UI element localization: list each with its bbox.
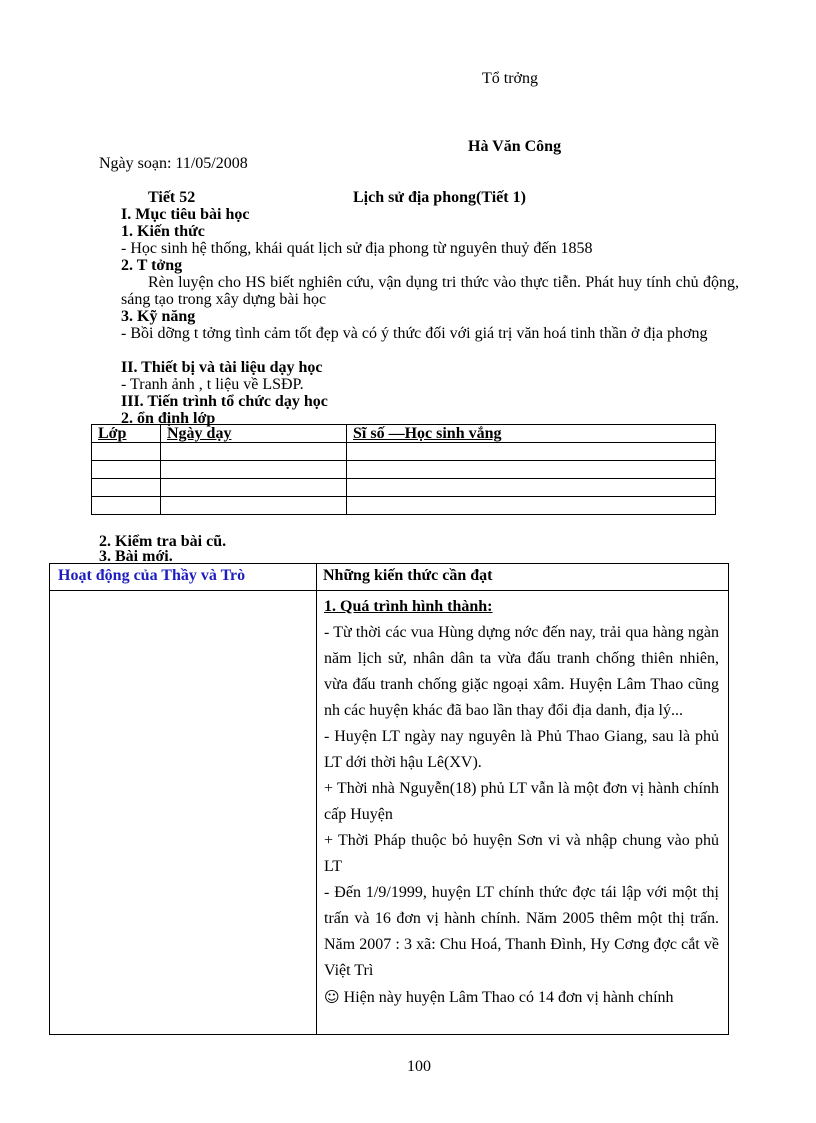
signer-name: Hà Văn Công (468, 138, 562, 155)
kien-thuc-heading: 1. Kiến thức (121, 223, 205, 240)
knowledge-cell (317, 591, 729, 1035)
ky-nang-heading: 3. Kỹ năng (121, 308, 196, 325)
class-table-cell (347, 461, 716, 479)
content-paragraph: - Huyện LT ngày nay nguyên là Phủ Thao Giang, sau là phủ LT dới thời hậu Lê(XV). (324, 728, 719, 771)
last-paragraph-text: Hiện này huyện Lâm Thao có 14 đơn vị hành chính (343, 989, 674, 1006)
class-table-cell (161, 497, 347, 515)
main-table (49, 563, 729, 1035)
tu-tuong-heading: 2. T tởng (121, 257, 183, 274)
class-table-cell (92, 461, 161, 479)
page-number: 100 (407, 1058, 431, 1075)
content-paragraph: + Thời Pháp thuộc bỏ huyện Sơn vi và nhập chung vào phủ LT (324, 832, 719, 875)
class-table-cell (92, 497, 161, 515)
class-table-cell (347, 497, 716, 515)
class-table-row (92, 479, 716, 497)
class-table-row (92, 443, 716, 461)
class-table-cell (161, 443, 347, 461)
knowledge-content (318, 592, 727, 1033)
ky-nang-text: - Bồi dỡng t tởng tình cảm tốt đẹp và có ý thức đối với giá trị văn hoá tinh thần ở địa phơng (121, 325, 708, 342)
content-title: 1. Quá trình hình thành: (324, 598, 493, 615)
main-table-body-row (50, 591, 729, 1035)
content-paragraph: + Thời nhà Nguyễn(18) phủ LT vẫn là một đơn vị hành chính cấp Huyện (324, 780, 719, 823)
content-paragraph: - Từ thời các vua Hùng dựng nớc đến nay, trải qua hàng ngàn năm lịch sử, nhân dân ta vừa đấu tranh chống thiên nhiên, vừa đấu tranh chống giặc ngoại xâm. Huyện Lâm Thao cũng nh các huyện khác đã bao lần thay đổi địa danh, địa lý... (324, 624, 719, 719)
section-2-text: - Tranh ảnh , t liệu về LSĐP. (121, 376, 304, 393)
to-truong-label: Tổ trởng (482, 70, 539, 87)
kiem-tra-bai-cu: 2. Kiểm tra bài cũ. (99, 533, 227, 550)
class-table-cell (92, 479, 161, 497)
kien-thuc-text: - Học sinh hệ thống, khái quát lịch sử địa phong từ nguyên thuỷ đến 1858 (121, 240, 593, 257)
on-dinh-lop: 2. ổn định lớp (121, 410, 216, 427)
teacher-student-activity-cell (50, 591, 317, 1035)
main-table-header-row (50, 564, 729, 591)
main-table-right-header: Những kiến thức cần đạt (317, 564, 729, 591)
content-paragraph-last (324, 984, 719, 1011)
lesson-title: Lịch sử địa phong(Tiết 1) (353, 189, 526, 206)
class-table-cell (92, 443, 161, 461)
ngay-soan: Ngày soạn: 11/05/2008 (99, 155, 248, 172)
class-table (91, 424, 716, 515)
class-table-row (92, 461, 716, 479)
class-table-header: Sĩ số —Học sinh vắng (347, 425, 716, 443)
content-paragraph: - Đến 1/9/1999, huyện LT chính thức đợc tái lập với một thị trấn và 16 đơn vị hành chính. Năm 2005 thêm một thị trấn. Năm 2007 : 3 xã: Chu Hoá, Thanh Đình, Hy Cơng đợc cắt về Việt Trì (324, 884, 719, 979)
smiley-icon: ☺ (324, 988, 340, 1006)
section-3-heading: III. Tiến trình tổ chức dạy học (121, 393, 328, 410)
class-table-header: Ngày dạy (161, 425, 347, 443)
class-table-header: Lớp (92, 425, 161, 443)
class-table-cell (347, 479, 716, 497)
main-table-left-header: Hoạt động của Thầy và Trò (50, 564, 317, 591)
class-table-cell (161, 479, 347, 497)
section-2-heading: II. Thiết bị và tài liệu dạy học (121, 359, 323, 376)
lesson-number: Tiết 52 (148, 189, 196, 206)
class-table-header-row (92, 425, 716, 443)
class-table-cell (347, 443, 716, 461)
class-table-cell (161, 461, 347, 479)
bai-moi: 3. Bài mới. (99, 548, 173, 565)
class-table-row (92, 497, 716, 515)
tu-tuong-text: Rèn luyện cho HS biết nghiên cứu, vận dụng tri thức vào thực tiễn. Phát huy tính chủ động, sáng tạo trong xây dựng bài học (121, 274, 739, 308)
section-1-heading: I. Mục tiêu bài học (121, 206, 250, 223)
